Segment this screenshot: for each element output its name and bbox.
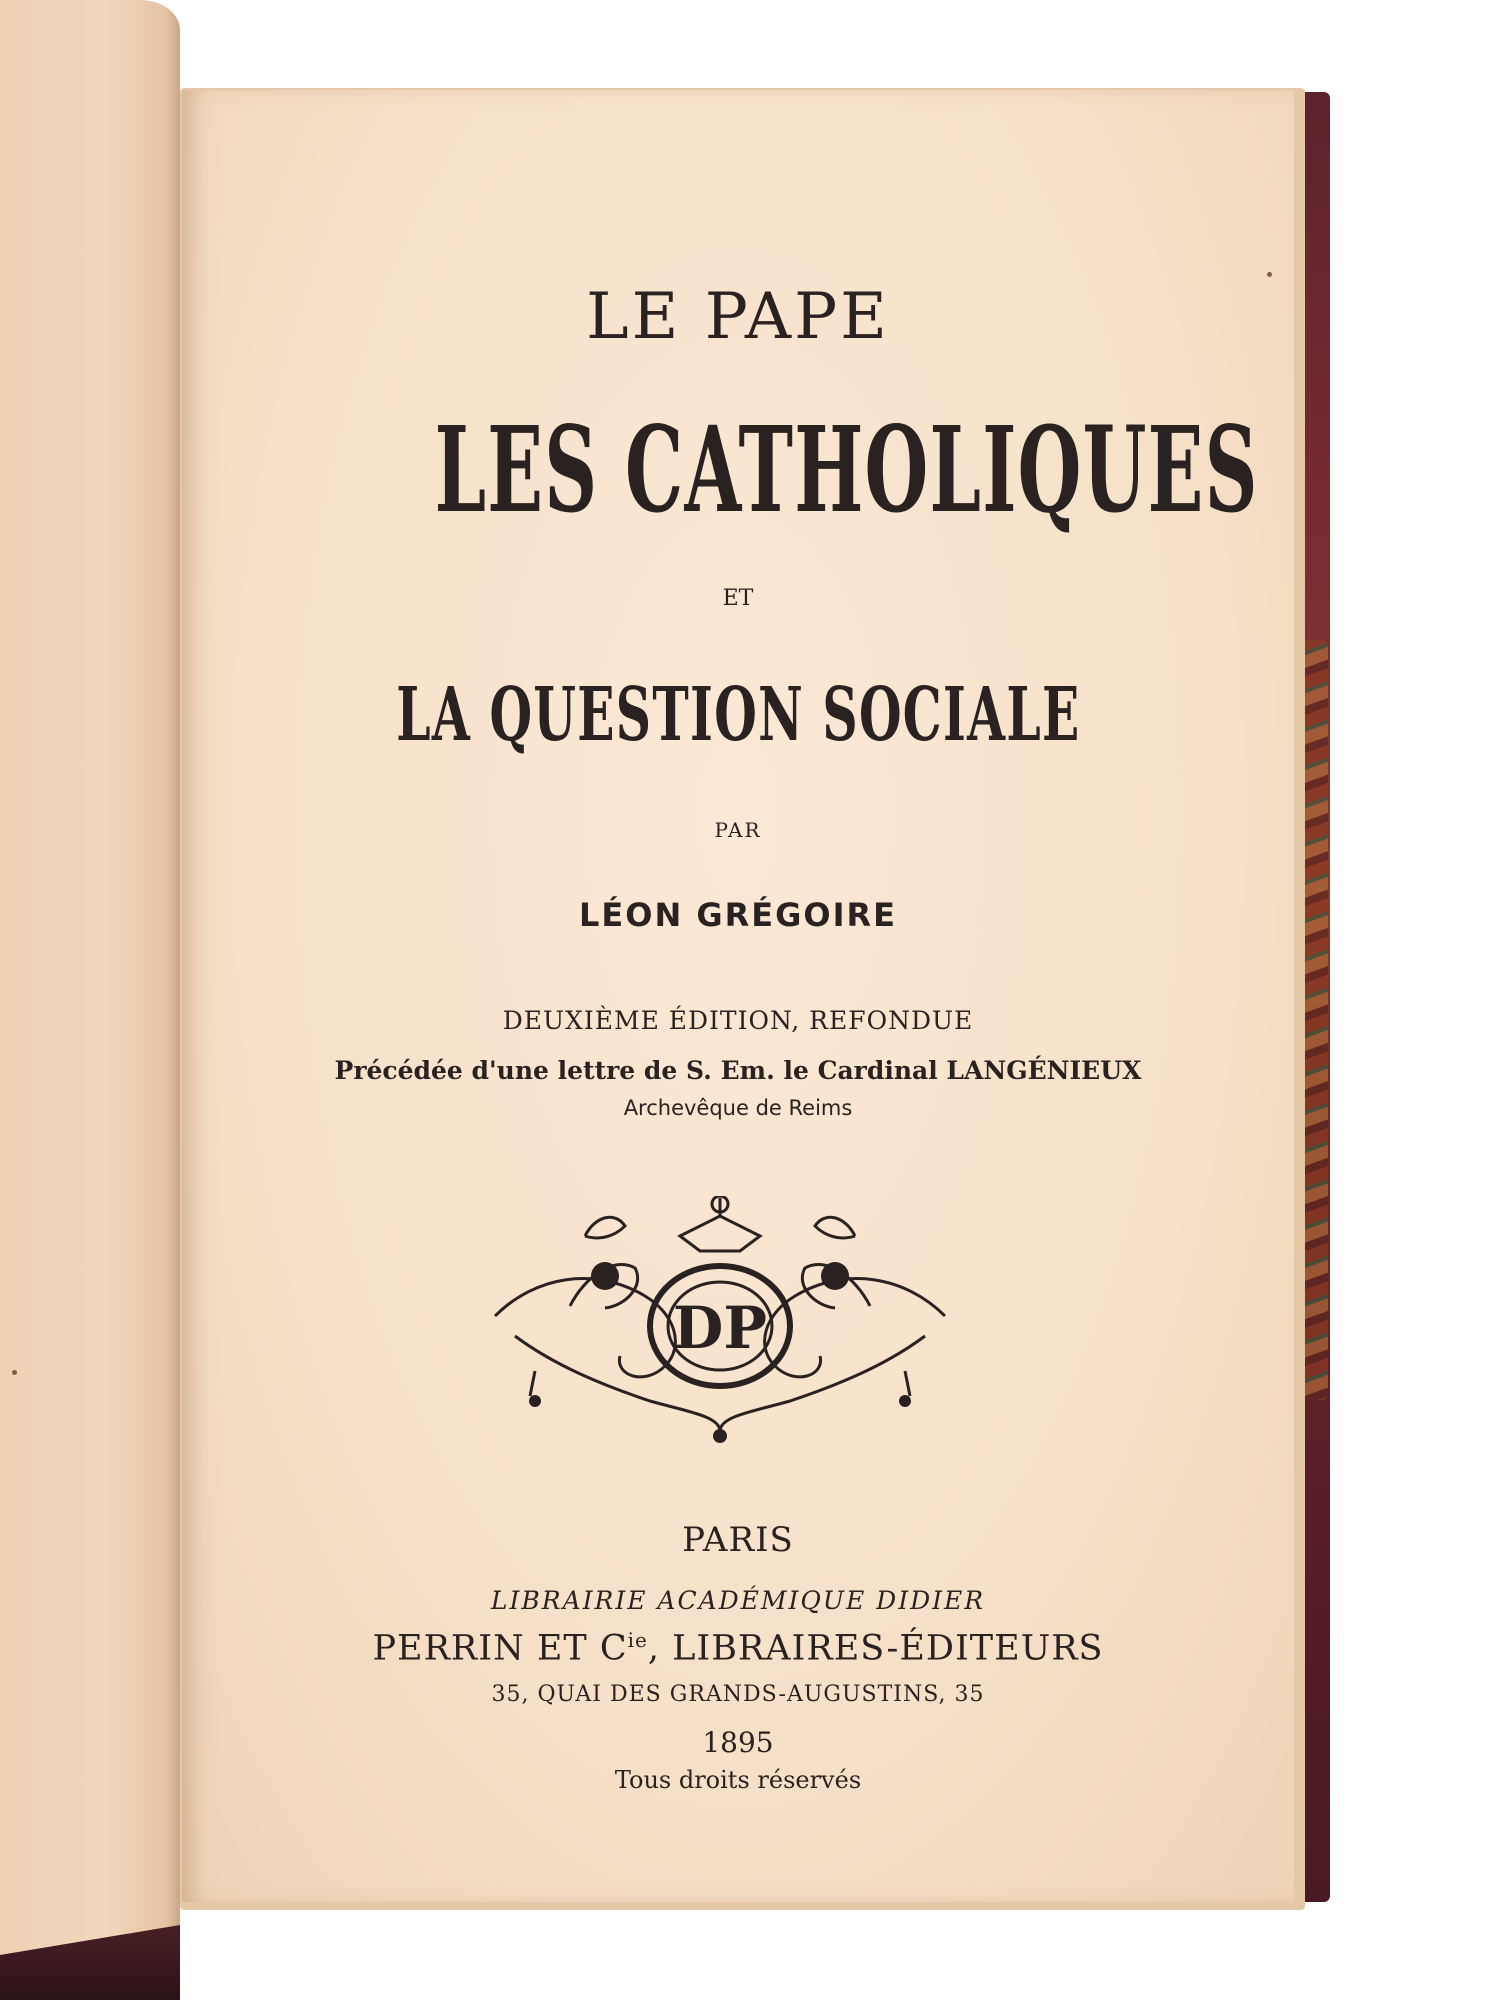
imprint-city: PARIS — [682, 1520, 794, 1560]
imprint-address: 35, QUAI DES GRANDS-AUGUSTINS, 35 — [491, 1682, 985, 1707]
ornament-monogram: DP — [673, 1294, 767, 1362]
title-conjunction: ET — [722, 586, 754, 611]
title-line-2: LES CATHOLIQUES — [434, 400, 1259, 539]
by-label: PAR — [714, 818, 762, 842]
imprint-publisher: PERRIN ET $C^{ie}$, LIBRAIRES-ÉDITEURS — [372, 1628, 1104, 1669]
paper-foxing-spot — [1267, 272, 1272, 277]
preface-note: Précédée d'une lettre de S. Em. le Cardinal LANGÉNIEUX — [334, 1056, 1142, 1085]
printer-ornament — [475, 1196, 965, 1446]
imprint-year: 1895 — [702, 1726, 774, 1759]
left-page — [0, 0, 180, 2000]
author-name: LÉON GRÉGOIRE — [578, 896, 897, 934]
preface-role: Archevêque de Reims — [623, 1096, 853, 1120]
rights-notice: Tous droits réservés — [614, 1766, 862, 1794]
edition-note: DEUXIÈME ÉDITION, REFONDUE — [502, 1006, 974, 1035]
title-line-1: LE PAPE — [586, 280, 890, 354]
title-line-4: LA QUESTION SOCIALE — [395, 672, 1081, 758]
paper-foxing-spot — [12, 1370, 17, 1375]
imprint-bookseller: LIBRAIRIE ACADÉMIQUE DIDIER — [490, 1586, 986, 1615]
